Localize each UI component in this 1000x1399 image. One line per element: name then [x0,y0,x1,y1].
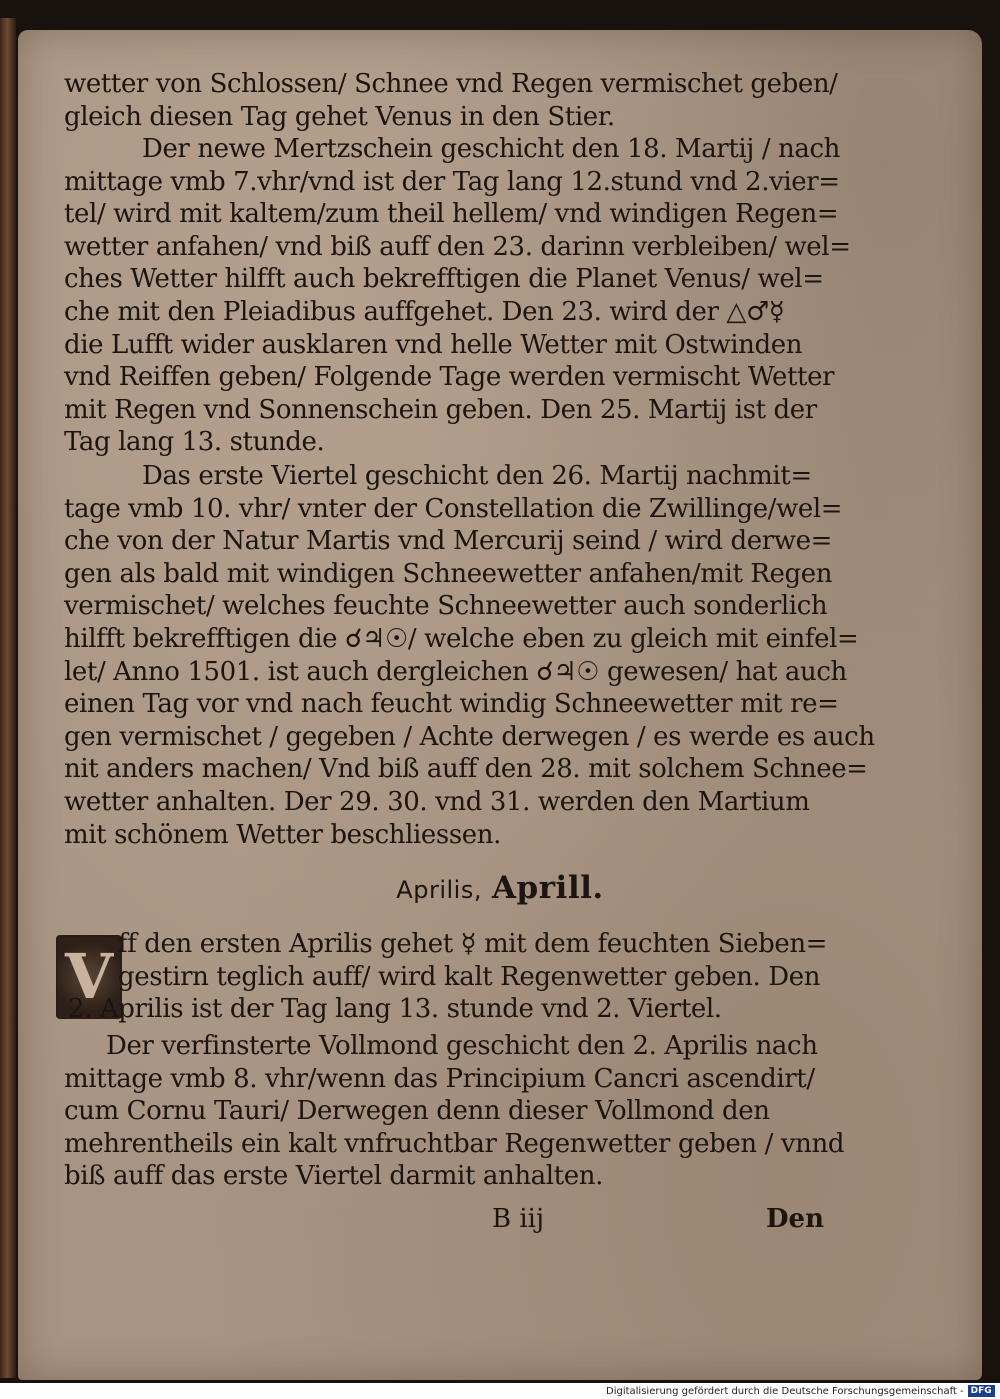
text-line: mit schönem Wetter beschliessen. [64,819,501,850]
text-line: mittage vmb 7.vhr/vnd ist der Tag lang 12.stund vnd 2.vier= [64,166,840,197]
text-line: wetter anfahen/ vnd biß auff den 23. darinn verbleiben/ wel= [64,231,851,262]
text-line: mit Regen vnd Sonnenschein geben. Den 25. Martij ist der [64,394,817,425]
text-line: Der verfinsterte Vollmond geschicht den 2. Aprilis nach [106,1031,818,1061]
book-spine-edge [0,18,16,1378]
text-line: einen Tag vor vnd nach feucht windig Schneewetter mit re= [64,689,839,720]
text-line: Tag lang 13. stunde. [64,427,325,458]
text-line: vnd Reiffen geben/ Folgende Tage werden vermischt Wetter [64,362,835,393]
catchword: Den [766,1204,824,1234]
text-line: nit anders machen/ Vnd biß auff den 28. mit solchem Schnee= [64,754,868,785]
paragraph-first-quarter [64,460,875,851]
text-line: gleich diesen Tag gehet Venus in den Stier. [64,101,615,132]
text-line: Das erste Viertel geschicht den 26. Martij nachmit= [142,461,812,491]
text-line: ff den ersten Aprilis gehet ☿ mit dem feuchten Sieben= [118,929,828,959]
credit-text: Digitalisierung gefördert durch die Deutsche Forschungsgemeinschaft - [606,1386,964,1397]
paragraph-full-moon [64,1030,845,1193]
signature-mark: B iij [492,1204,545,1234]
text-line: che von der Natur Martis vnd Mercurij seind / wird derwe= [64,526,832,557]
text-line: ches Wetter hilfft auch bekrefftigen die Planet Venus/ wel= [64,264,824,295]
text-line: 2. Aprilis ist der Tag lang 13. stunde vnd 2. Viertel. [68,994,722,1025]
text-line: gen vermischet / gegeben / Achte derwegen / es werde es auch [64,721,875,752]
text-line: let/ Anno 1501. ist auch dergleichen ☌♃☉ gewesen/ hat auch [64,656,847,687]
text-line: cum Cornu Tauri/ Derwegen denn dieser Vollmond den [64,1096,770,1127]
text-line: Der newe Mertzschein geschicht den 18. Martij / nach [142,134,840,164]
text-line: wetter anhalten. Der 29. 30. vnd 31. werden den Martium [64,786,810,817]
book-page [18,30,982,1380]
dfg-logo: DFG [968,1385,995,1397]
text-line: mehrentheils ein kalt vnfruchtbar Regenwetter geben / vnnd [64,1128,845,1159]
text-line: mittage vmb 8. vhr/wenn das Principium Cancri ascendirt/ [64,1063,815,1094]
drop-cap-initial: V [56,935,122,1019]
page-footer-row [64,1204,824,1238]
paragraph-new-moon [64,133,851,459]
text-line: vermischet/ welches feuchte Schneewetter auch sonderlich [64,591,828,622]
text-line: wetter von Schlossen/ Schnee vnd Regen vermischet geben/ [64,69,838,99]
text-line: tel/ wird mit kaltem/zum theil hellem/ vnd windigen Regen= [64,199,839,230]
text-block-top [64,68,838,133]
text-line: hilfft bekrefftigen die ☌♃☉/ welche eben zu gleich mit einfel= [64,623,859,654]
digitization-credit [606,1384,995,1399]
text-line: che mit den Pleiadibus auffgehet. Den 23. wird der △♂☿ [64,296,785,327]
text-line: gen als bald mit windigen Schneewetter anfahen/mit Regen [64,558,833,589]
paragraph-april-first [68,928,828,1026]
text-line: tage vmb 10. vhr/ vnter der Constellation die Zwillinge/wel= [64,493,843,524]
section-heading-april [18,870,982,906]
heading-latin: Aprilis, [396,876,482,904]
heading-german: Aprill. [492,870,604,906]
text-line: die Lufft wider ausklaren vnd helle Wetter mit Ostwinden [64,329,803,360]
text-line: gestirn teglich auff/ wird kalt Regenwetter geben. Den [118,961,821,992]
text-line: biß auff das erste Viertel darmit anhalten. [64,1161,603,1192]
